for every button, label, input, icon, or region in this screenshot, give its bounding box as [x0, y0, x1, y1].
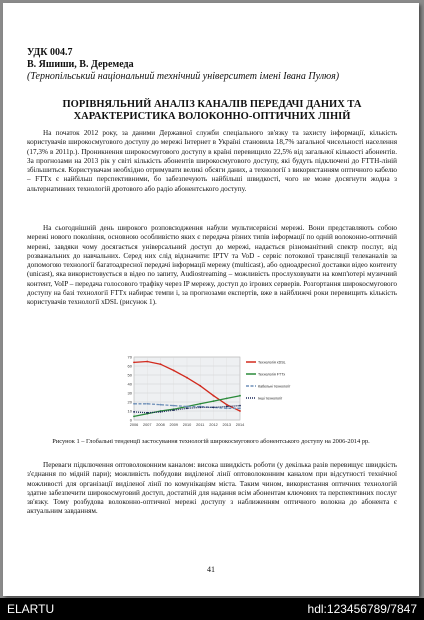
series-1-point [146, 361, 148, 363]
x-tick-label: 2014 [235, 423, 245, 427]
affiliation: (Тернопільський національний технічний університет імені Івана Пулюя) [27, 71, 340, 82]
x-tick-label: 2010 [182, 423, 192, 427]
series-1-point [160, 363, 162, 365]
series-4-point [199, 407, 201, 409]
series-3-point [133, 403, 135, 405]
paper-title: ПОРІВНЯЛЬНИЙ АНАЛІЗ КАНАЛІВ ПЕРЕДАЧІ ДАНИХ ТА ХАРАКТЕРИСТИКА ВОЛОКОННО-ОПТИЧНИХ ЛІНІЙ [62, 99, 362, 122]
handle-id: hdl:123456789/7847 [307, 602, 417, 616]
broadband-trends-chart [120, 354, 300, 432]
document-page [3, 3, 419, 596]
series-4-point [239, 405, 241, 407]
repository-name: ELARTU [7, 602, 55, 616]
legend-label-1: Технологія xDSL [258, 360, 286, 365]
series-3-point [160, 404, 162, 406]
x-tick-label: 2012 [209, 423, 218, 427]
series-1-point [213, 395, 215, 397]
series-4-point [173, 409, 175, 411]
series-1-point [199, 385, 201, 387]
udk-code: УДК 004.7 [27, 47, 73, 58]
series-1-point [239, 410, 241, 412]
x-tick-label: 2007 [143, 423, 152, 427]
y-tick-label: 70 [127, 354, 132, 360]
series-1-point [226, 404, 228, 406]
authors: В. Яшиши, В. Деремеда [27, 59, 134, 70]
x-tick-label: 2011 [196, 423, 205, 427]
x-tick-label: 2008 [156, 423, 165, 427]
y-tick-label: 60 [127, 363, 132, 369]
series-1-point [186, 377, 188, 379]
series-4-point [146, 412, 148, 414]
series-4-point [226, 406, 228, 408]
paragraph-3: Переваги підключення оптоволоконним каналом: висока швидкість роботи (у декілька разів перевищує швидкість з'єднання по мідній пари); можливість побудови виділеної лінії оптоволоконним каналом при відсутності технічної можливості для організації виділеної лінії по комунікаціям міста. Таким чином, використання оптичних технологій здатне забезпечити широкосмуговий доступ, достатній для надання всім абонентам ключових та перспективних послуг зв'язку. Тому розбудова волоконно-оптичної мережі доступу з наближенням оптичного волокна до абонента є актуальним завданням. [27, 461, 397, 516]
series-1-point [173, 370, 175, 372]
series-3-point [239, 407, 241, 409]
series-2-point [226, 398, 228, 400]
page-number: 41 [207, 565, 215, 574]
paragraph-1: На початок 2012 року, за даними Державної служби спеціального зв'язку та захисту інформації, кількість користувачів широкосмугового доступу до мережі Інтернет в Україні становила 18,7% загальної чисельності населення (17,3% в 2011р.). Проникнення широкосмугового доступу в країні перевищило 22,5% від загальної кількості абонентів. За прогнозами на 2013 рік у світі кількість абонентів широкосмугового доступу, які будуть підключені до FTTH-ліній збільшиться. Користувачам необхідно отримувати великі обсяги даних, а технології з використанням оптичного кабелю – FTTх є найбільш перспективними, бо забезпечують найбільші швидкості, чого не може досягнути жодна з альтернативних технологій дротового або радіо абонентського доступу. [27, 129, 397, 193]
series-2-point [213, 400, 215, 402]
viewer-footer-bar [0, 598, 424, 620]
series-3-point [226, 407, 228, 409]
series-2-point [133, 416, 135, 418]
series-4-point [160, 411, 162, 413]
paragraph-2: На сьогоднішній день широкого розповсюдження набули мультисервісні мережі. Вони представляють собою мережі нового покоління, основною особливістю яких є передача різних типів інформації по одній волоконно-оптичній мережі, завдяки чому досягається універсальний доступ до мережі, надається різноманітний спектр послуг, від розважальних до навчальних. Серед них слід відзначити: IPTV та VoD - сервіс потокової трансляції телеканалів за допомогою технології багатоадресної передачі інформації мережу (multicast), або одноадресної доставки відео контенту (unicast), яка використовується в відео по запиту, Audiostreaming – можливість прослуховувати на комп'ютері музичний контент, VoIP – передача голосового трафіку через IP мережу, доступ до ігрових серверів. Розгортання широкосмугового доступу на базі технології FTTх набирає темпи і, за прогнозами експертів, вже в найближчі роки перевищить кількість користувачів технології xDSL (рисунок 1). [27, 224, 397, 307]
y-tick-label: 10 [127, 408, 132, 414]
y-tick-label: 40 [127, 381, 132, 387]
series-4-point [133, 411, 135, 413]
y-tick-label: 50 [127, 372, 132, 378]
y-tick-label: 20 [127, 399, 132, 405]
series-3-point [186, 406, 188, 408]
series-3-point [173, 405, 175, 407]
legend-label-4: Інші технології [258, 396, 283, 401]
legend-label-2: Технологія FTTх [258, 372, 286, 377]
series-2-point [199, 403, 201, 405]
series-4-point [213, 407, 215, 409]
series-1-point [133, 362, 135, 364]
x-tick-label: 2009 [169, 423, 178, 427]
series-2-point [239, 395, 241, 397]
series-4-point [186, 407, 188, 409]
x-tick-label: 2006 [129, 423, 139, 427]
figure-caption: Рисунок 1 – Глобальні тенденції застосування технологій широкосмугового абонентського доступу на 2006-2014 рр. [52, 438, 370, 445]
series-3-point [146, 403, 148, 405]
y-tick-label: 0 [129, 417, 132, 423]
y-tick-label: 30 [127, 390, 132, 396]
x-tick-label: 2013 [222, 423, 231, 427]
legend-label-3: Кабельні технології [258, 384, 291, 389]
